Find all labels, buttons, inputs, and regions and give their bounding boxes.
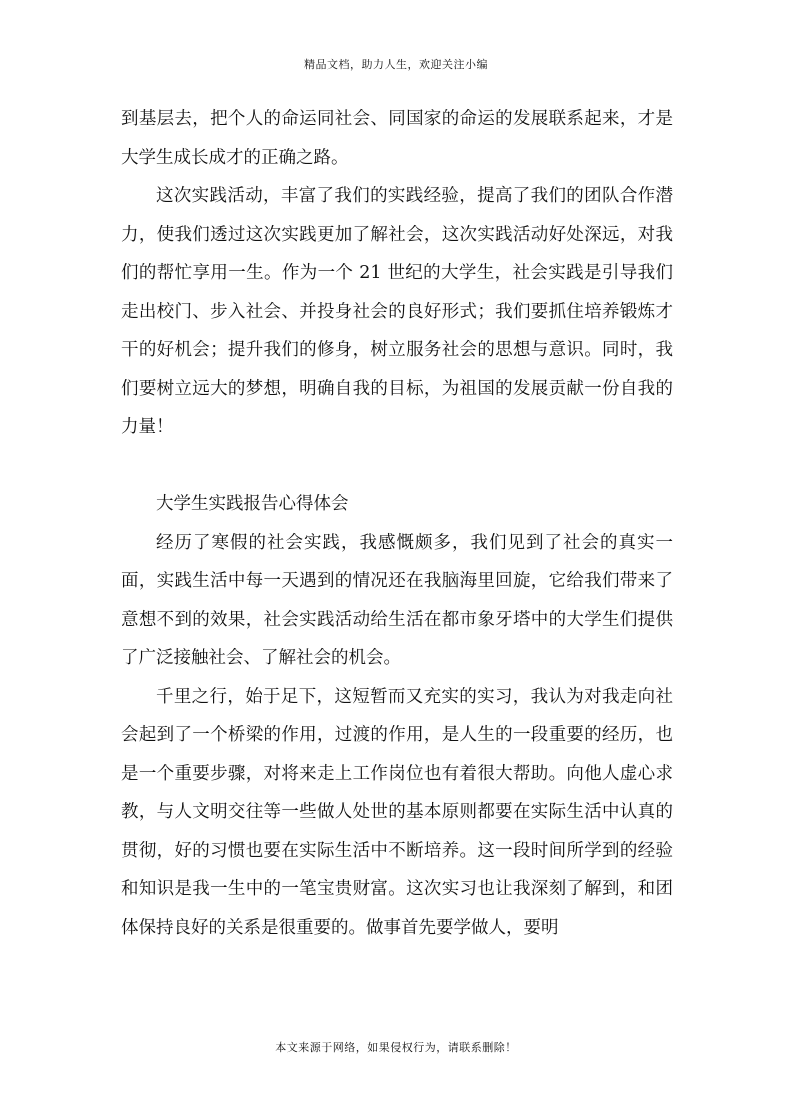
paragraph-internship: 千里之行，始于足下，这短暂而又充实的实习，我认为对我走向社会起到了一个桥梁的作用，过渡的作用，是人生的一段重要的经历，也是一个重要步骤，对将来走上工作岗位也有着很大帮助。向他人虚心求教，与人文明交往等一些做人处世的基本原则都要在实际生活中认真的贯彻，好的习惯也要在实际生活中不断培养。这一段时间所学到的经验和知识是我一生中的一笔宝贵财富。这次实习也让我深刻了解到，和团体保持良好的关系是很重要的。做事首先要学做人，要明 <box>121 686 673 938</box>
section-title: 大学生实践报告心得体会 <box>156 494 349 514</box>
paragraph-practice-summary: 这次实践活动，丰富了我们的实践经验，提高了我们的团队合作潜力，使我们透过这次实践更加了解社会，这次实践活动好处深远，对我们的帮忙享用一生。作为一个 21 世纪的大学生，社会实践是引导我们走出校门、步入社会、并投身社会的良好形式；我们要抓住培养锻炼才干的好机会；提升我们的修身，树立服务社会的思想与意识。同时，我们要树立远大的梦想，明确自我的目标，为祖国的发展贡献一份自我的力量！ <box>121 186 673 437</box>
document-body <box>121 100 673 947</box>
paragraph-winter-practice: 经历了寒假的社会实践，我感慨颇多，我们见到了社会的真实一面，实践生活中每一天遇到的情况还在我脑海里回旋，它给我们带来了意想不到的效果，社会实践活动给生活在都市象牙塔中的大学生们提供了广泛接触社会、了解社会的机会。 <box>121 532 673 668</box>
page-header: 精品文档，助力人生，欢迎关注小编 <box>304 58 488 71</box>
page-footer: 本文来源于网络，如果侵权行为，请联系删除！ <box>275 1041 517 1054</box>
paragraph-gap <box>121 447 673 486</box>
paragraph-continuation: 到基层去，把个人的命运同社会、同国家的命运的发展联系起来，才是大学生成长成才的正确之路。 <box>121 109 673 168</box>
